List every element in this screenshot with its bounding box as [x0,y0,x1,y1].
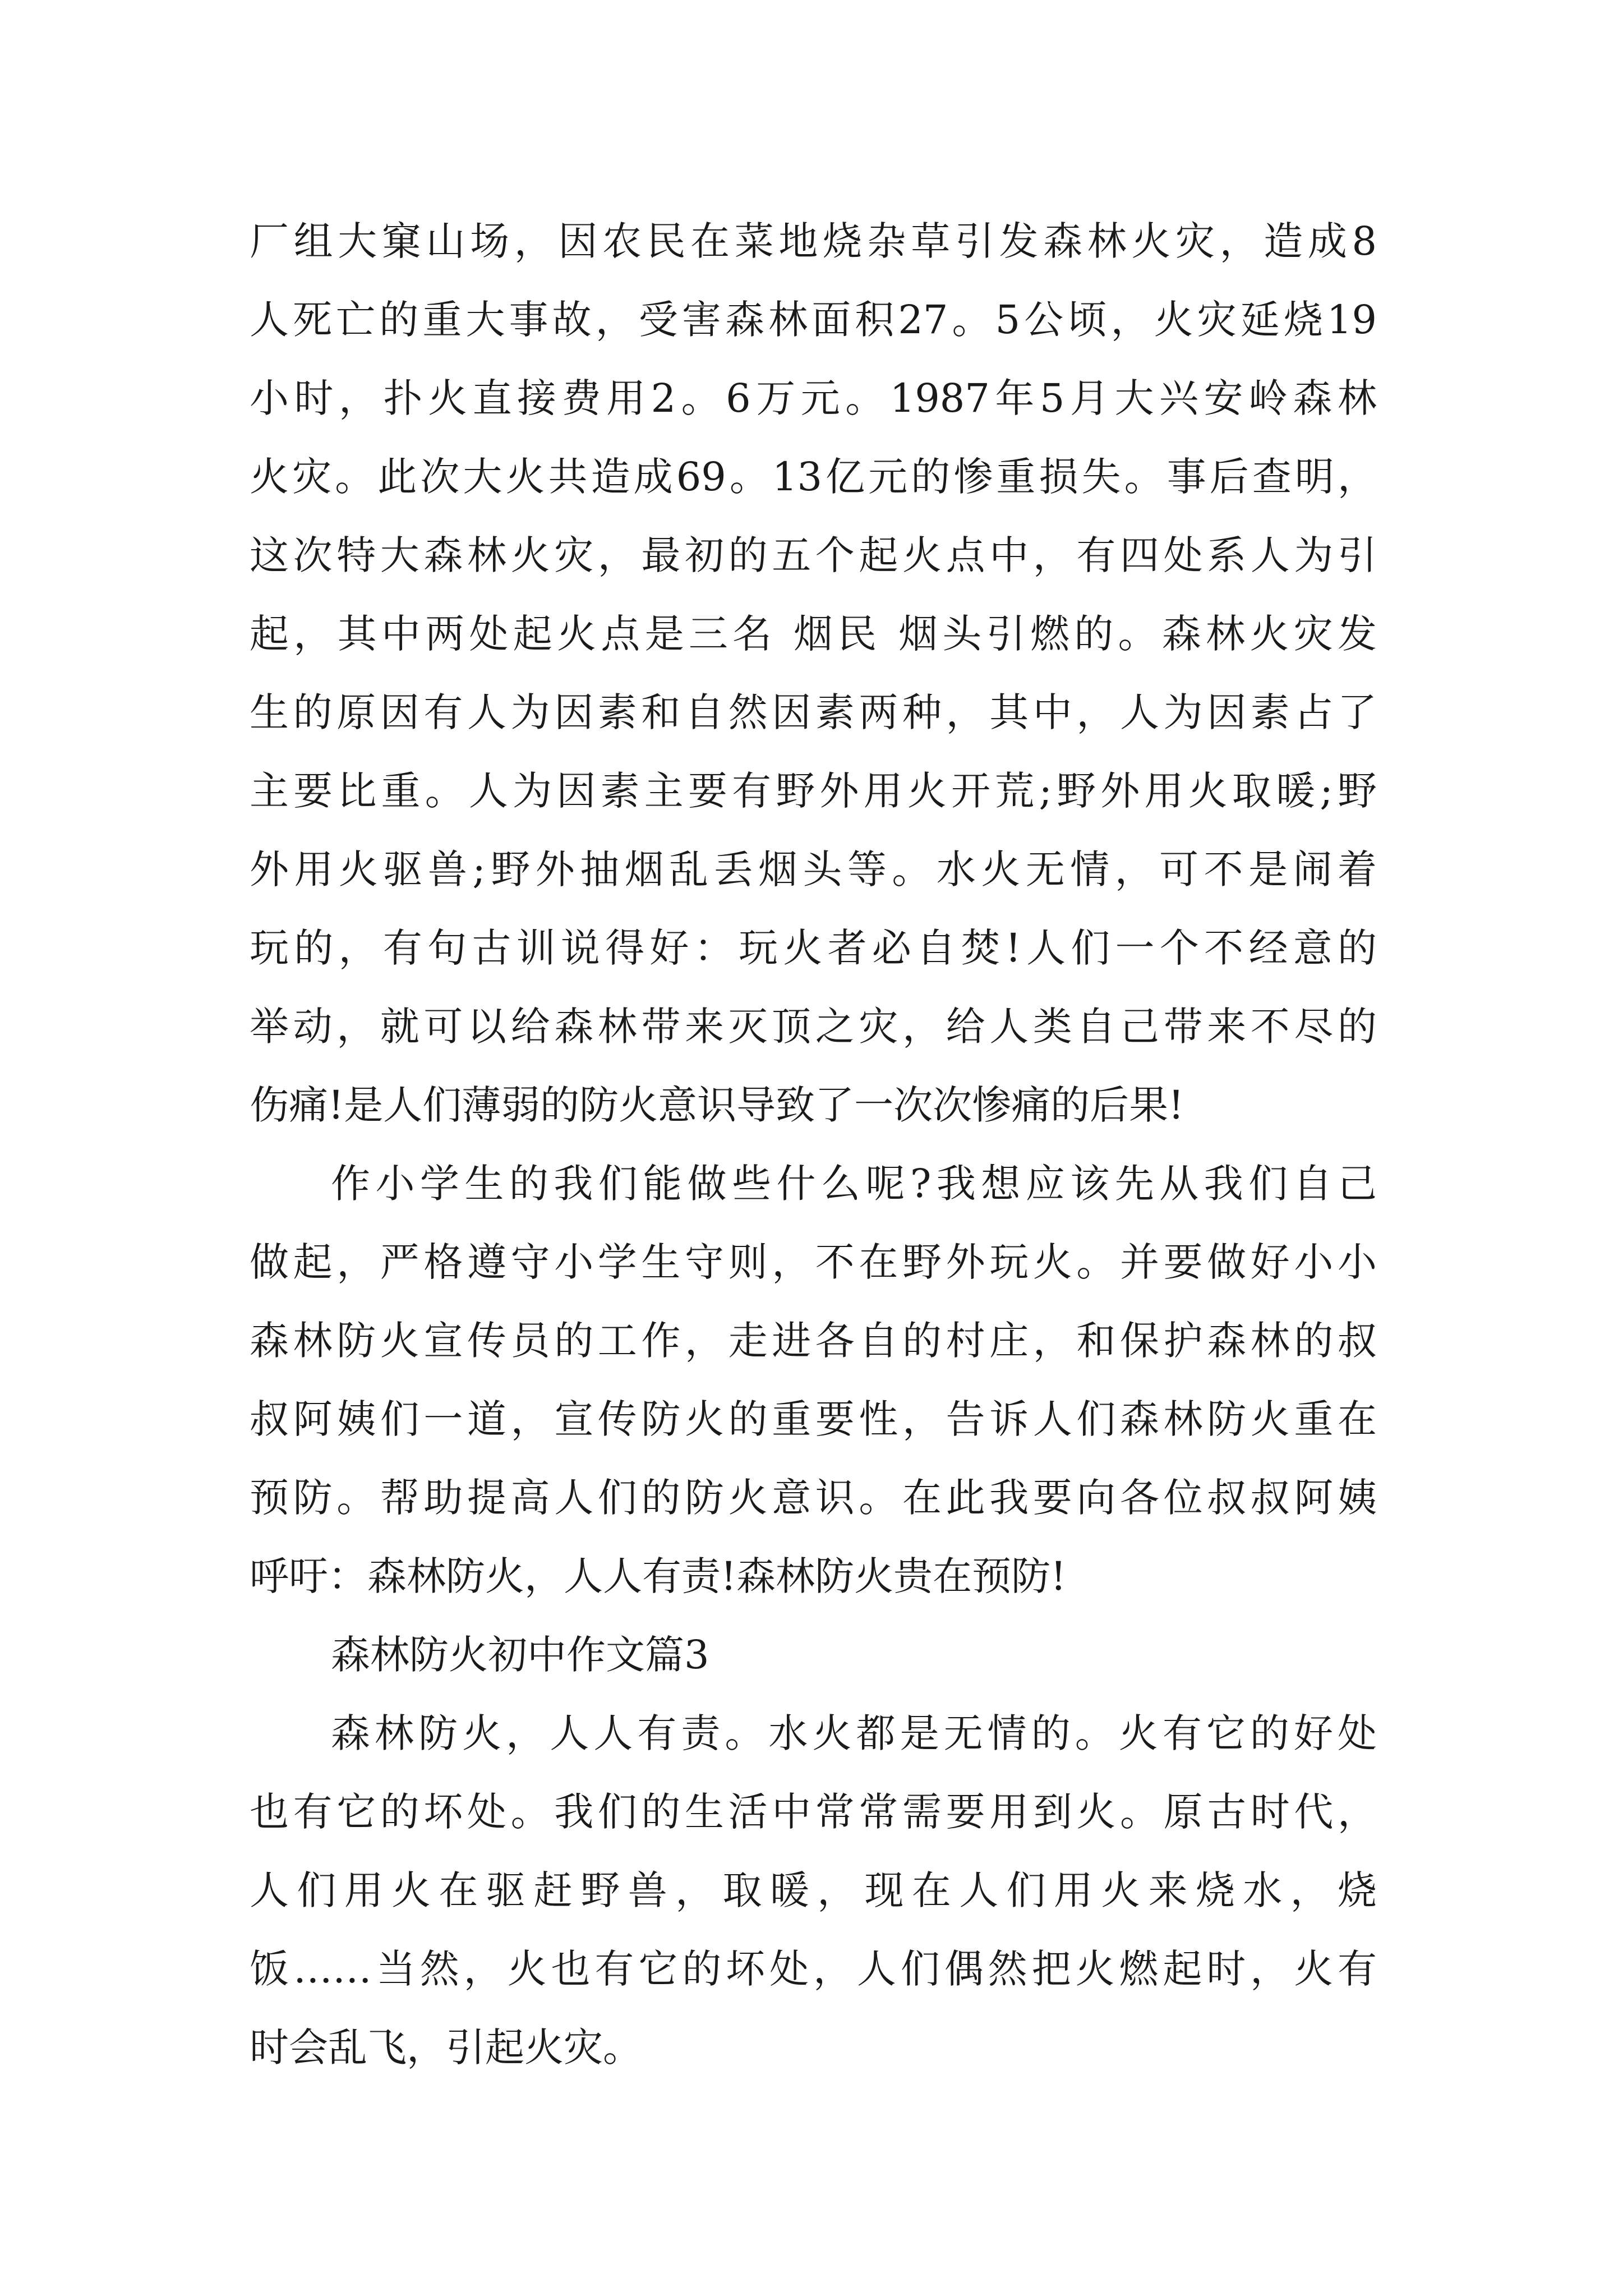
text-line: 叔阿姨们一道，宣传防火的重要性，告诉人们森林防火重在 [250,1396,1377,1442]
text-line: 伤痛!是人们薄弱的防火意识导致了一次次惨痛的后果! [250,1082,1184,1128]
text-line: 预防。帮助提高人们的防火意识。在此我要向各位叔叔阿姨 [250,1475,1377,1521]
text-line: 饭……当然，火也有它的坏处，人们偶然把火燃起时，火有 [250,1946,1377,1992]
text-line: 也有它的坏处。我们的生活中常常需要用到火。原古时代， [250,1789,1377,1835]
text-line: 人死亡的重大事故，受害森林面积27。5公顷，火灾延烧19 [250,297,1377,343]
text-line: 做起，严格遵守小学生守则，不在野外玩火。并要做好小小 [250,1239,1377,1285]
text-line: 厂组大窠山场，因农民在菜地烧杂草引发森林火灾，造成8 [250,218,1377,264]
text-line: 作小学生的我们能做些什么呢?我想应该先从我们自己 [331,1161,1377,1207]
text-line: 呼吁：森林防火，人人有责!森林防火贵在预防! [250,1553,1067,1599]
text-line: 人们用火在驱赶野兽，取暖，现在人们用火来烧水，烧 [250,1867,1377,1913]
paragraph-1 [250,202,1377,1144]
text-line: 森林防火宣传员的工作，走进各自的村庄，和保护森林的叔 [250,1318,1377,1364]
paragraph-2 [250,1144,1377,1616]
text-line: 玩的，有句古训说得好：玩火者必自焚!人们一个不经意的 [250,925,1377,971]
section-heading: 森林防火初中作文篇3 [331,1632,709,1678]
text-line: 外用火驱兽;野外抽烟乱丢烟头等。水火无情，可不是闹着 [250,846,1377,892]
text-line: 小时，扑火直接费用2。6万元。1987年5月大兴安岭森林 [250,375,1377,421]
text-line: 举动，就可以给森林带来灭顶之灾，给人类自己带来不尽的 [250,1004,1377,1050]
text-line: 火灾。此次大火共造成69。13亿元的惨重损失。事后查明， [250,454,1377,500]
text-line: 生的原因有人为因素和自然因素两种，其中，人为因素占了 [250,689,1377,735]
text-line: 起，其中两处起火点是三名 烟民 烟头引燃的。森林火灾发 [250,611,1377,657]
text-line: 主要比重。人为因素主要有野外用火开荒;野外用火取暖;野 [250,768,1377,814]
text-line: 这次特大森林火灾，最初的五个起火点中，有四处系人为引 [250,532,1377,578]
text-line: 时会乱飞，引起火灾。 [250,2024,642,2070]
document-page [250,202,1377,2087]
text-line: 森林防火，人人有责。水火都是无情的。火有它的好处 [331,1710,1377,1756]
paragraph-3 [250,1694,1377,2087]
